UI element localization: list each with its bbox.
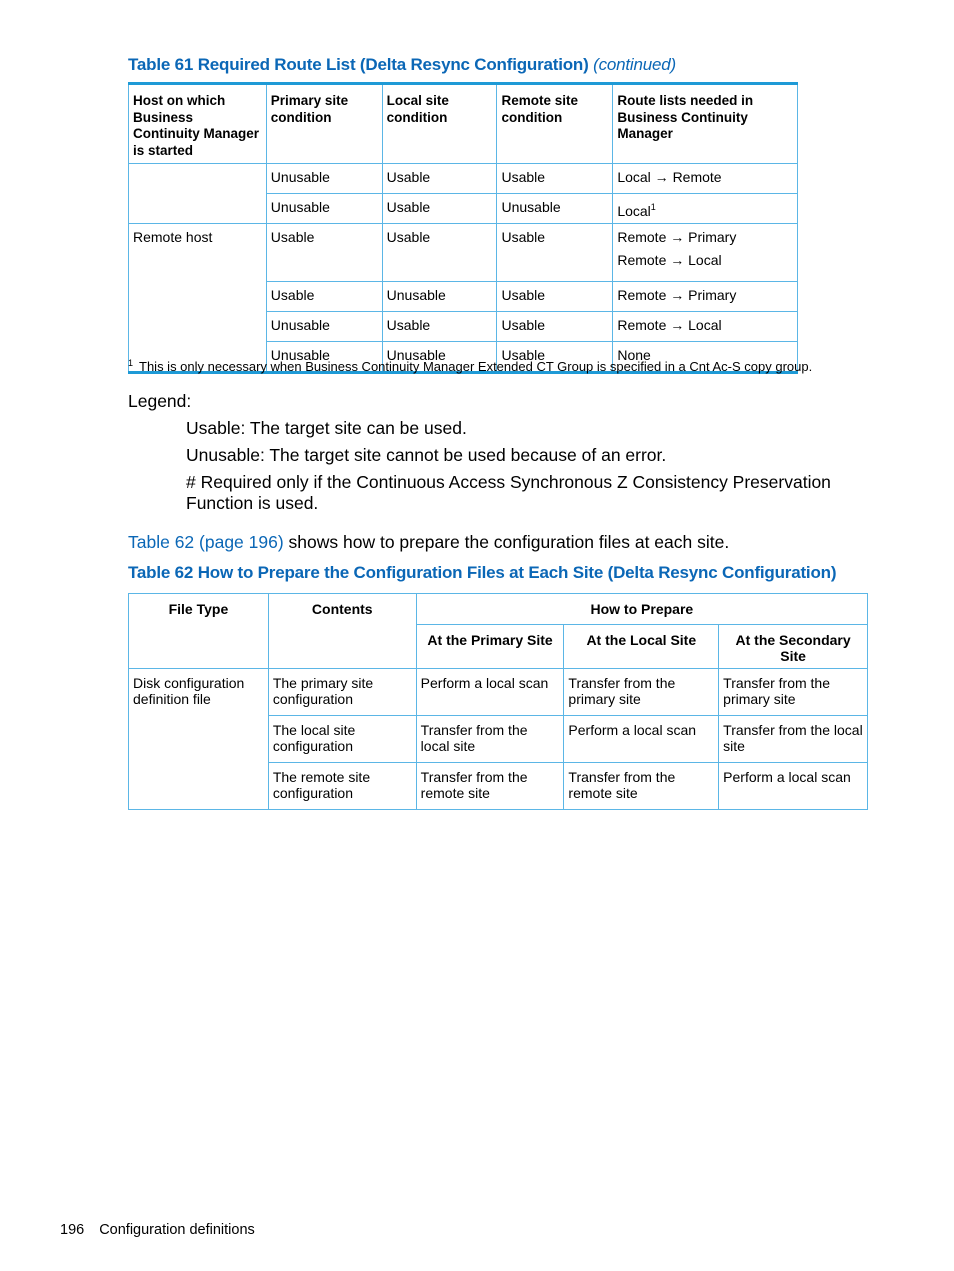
route-cell: [613, 194, 798, 224]
route-list-table: [128, 82, 798, 374]
legend-item: Function is used.: [186, 493, 319, 513]
header-host: Host on which Business Continuity Manager is started: [129, 84, 267, 164]
local-cell: Transfer from the remote site: [564, 763, 719, 810]
header-how-to-prepare: How to Prepare: [416, 594, 867, 625]
local-cell: Usable: [382, 224, 497, 282]
header-primary-site: At the Primary Site: [416, 625, 564, 669]
table-row: [129, 224, 798, 282]
header-local-site: At the Local Site: [564, 625, 719, 669]
route-text: Local: [617, 203, 651, 219]
local-cell: Unusable: [382, 282, 497, 312]
header-secondary-site: At the Secondary Site: [719, 625, 868, 669]
primary-cell: Perform a local scan: [416, 669, 564, 716]
table62-caption: Table 62 How to Prepare the Configuration Files at Each Site (Delta Resync Configuration): [128, 563, 837, 582]
secondary-cell: Transfer from the local site: [719, 716, 868, 763]
table-row: [129, 164, 798, 194]
route-cell: [613, 224, 798, 282]
local-cell: Perform a local scan: [564, 716, 719, 763]
local-cell: Usable: [382, 312, 497, 342]
primary-cell: Unusable: [266, 164, 382, 194]
contents-cell: The remote site configuration: [268, 763, 416, 810]
local-cell: Unusable: [382, 342, 497, 373]
secondary-cell: Perform a local scan: [719, 763, 868, 810]
route-cell: Local → Remote: [613, 164, 798, 194]
page-footer: [60, 1222, 255, 1238]
host-cell: [129, 164, 267, 224]
table61-caption-main: Table 61 Required Route List (Delta Resync Configuration): [128, 55, 589, 74]
legend-item: Unusable: The target site cannot be used because of an error.: [186, 445, 667, 465]
table61-caption: [128, 55, 676, 75]
primary-cell: Unusable: [266, 342, 382, 373]
remote-cell: Usable: [497, 342, 613, 373]
route-cell: None: [613, 342, 798, 373]
remote-cell: Unusable: [497, 194, 613, 224]
remote-cell: Usable: [497, 312, 613, 342]
contents-cell: The primary site configuration: [268, 669, 416, 716]
page-number: 196: [60, 1222, 85, 1238]
header-route-lists: Route lists needed in Business Continuity Manager: [613, 84, 798, 164]
route-cell: Remote → Local: [613, 312, 798, 342]
remote-cell: Usable: [497, 164, 613, 194]
header-remote-site: Remote site condition: [497, 84, 613, 164]
legend-item: # Required only if the Continuous Access Synchronous Z Consistency Preservation: [186, 472, 831, 492]
table-header-row: [129, 594, 868, 625]
legend-item: Usable: The target site can be used.: [186, 418, 467, 438]
table-header-row: [129, 84, 798, 164]
remote-cell: Usable: [497, 282, 613, 312]
host-cell: Remote host: [129, 224, 267, 373]
primary-cell: Transfer from the remote site: [416, 763, 564, 810]
remote-cell: Usable: [497, 224, 613, 282]
table-row: [129, 669, 868, 716]
section-title: Configuration definitions: [99, 1222, 255, 1238]
contents-cell: The local site configuration: [268, 716, 416, 763]
primary-cell: Transfer from the local site: [416, 716, 564, 763]
file-type-cell: Disk configuration definition file: [129, 669, 269, 810]
table62-link[interactable]: Table 62 (page 196): [128, 532, 284, 552]
footnote-text: This is only necessary when Business Continuity Manager Extended CT Group is specified in a Cnt Ac-S copy group.: [139, 359, 813, 374]
intro-text: shows how to prepare the configuration files at each site.: [283, 532, 730, 552]
primary-cell: Usable: [266, 282, 382, 312]
header-local-site: Local site condition: [382, 84, 497, 164]
footnote-ref: 1: [650, 202, 656, 212]
intro-paragraph: [128, 532, 729, 553]
route-line-2: Remote → Local: [617, 252, 722, 268]
primary-cell: Usable: [266, 224, 382, 282]
header-primary-site: Primary site condition: [266, 84, 382, 164]
primary-cell: Unusable: [266, 194, 382, 224]
table61-caption-continued: (continued): [593, 55, 676, 74]
secondary-cell: Transfer from the primary site: [719, 669, 868, 716]
local-cell: Usable: [382, 194, 497, 224]
header-contents: Contents: [268, 594, 416, 669]
route-line-1: Remote → Primary: [617, 229, 737, 245]
footnote-mark: 1: [128, 358, 134, 368]
local-cell: Usable: [382, 164, 497, 194]
local-cell: Transfer from the primary site: [564, 669, 719, 716]
prepare-config-table: [128, 593, 868, 810]
table61-footnote: [128, 358, 812, 374]
legend-title: Legend:: [128, 391, 192, 411]
primary-cell: Unusable: [266, 312, 382, 342]
header-file-type: File Type: [129, 594, 269, 669]
route-cell: Remote → Primary: [613, 282, 798, 312]
